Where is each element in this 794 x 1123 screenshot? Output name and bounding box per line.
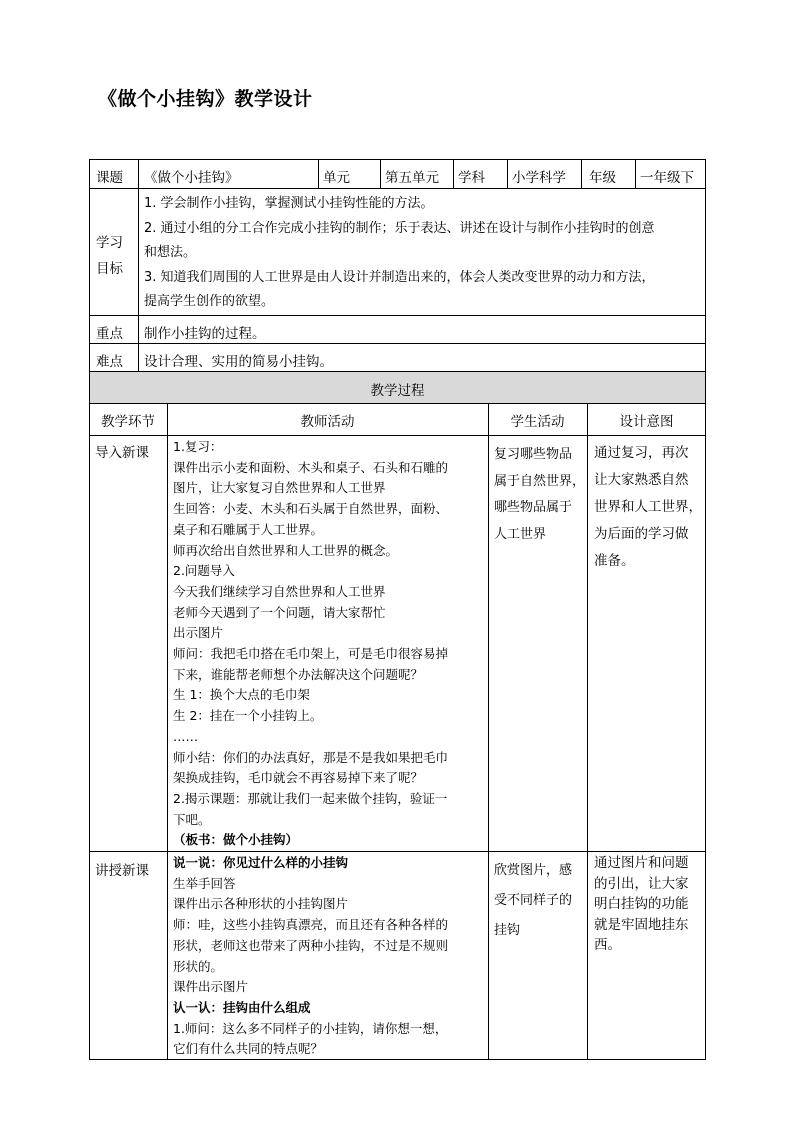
- col-header-intent: 设计意图: [619, 414, 674, 430]
- teacher-line: 课件出示各种形状的小挂钩图片: [173, 896, 349, 912]
- document-title: 《做个小挂钩》教学设计: [98, 88, 313, 110]
- teacher-line: 2.问题导入: [173, 563, 235, 579]
- teacher-line: 图片，让大家复习自然世界和人工世界: [173, 480, 386, 496]
- teacher-line: 课件出示小麦和面粉、木头和桌子、石头和石雕的: [173, 459, 449, 475]
- teacher-line: 生举手回答: [173, 875, 236, 891]
- teacher-activity-new-lesson: [173, 853, 448, 1060]
- student-line: 挂钩: [494, 923, 521, 938]
- teacher-line: 老师今天遇到了一个问题，请大家帮忙: [173, 604, 386, 620]
- teacher-line: 架换成挂钩，毛巾就会不再容易掉下来了呢？: [173, 770, 424, 786]
- intent-new-lesson: [594, 853, 689, 956]
- teacher-line: 说一说：你见过什么样的小挂钩: [173, 855, 349, 870]
- teacher-line: 它们有什么共同的特点呢？: [173, 1041, 324, 1057]
- teacher-line: 下吧。: [173, 811, 211, 827]
- student-line: 哪些物品属于: [494, 500, 573, 515]
- teacher-line: 认一认：挂钩由什么组成: [173, 999, 311, 1015]
- key-point-value: 制作小挂钩的过程。: [144, 326, 266, 342]
- student-activity-intro: [494, 442, 585, 548]
- intent-line: 让大家熟悉自然: [594, 472, 689, 488]
- goal-line: 3. 知道我们周围的人工世界是由人设计并制造出来的，体会人类改变世界的动力和方法，: [144, 269, 655, 285]
- col-header-teacher: 教师活动: [300, 414, 355, 430]
- goal-line: 2. 通过小组的分工合作完成小挂钩的制作；乐于表达、讲述在设计与制作小挂钩时的创意: [144, 220, 655, 236]
- grade-value: 一年级下: [640, 170, 694, 186]
- teacher-line: 出示图片: [173, 625, 224, 641]
- goal-line: 1. 学会制作小挂钩，掌握测试小挂钩性能的方法。: [144, 196, 434, 211]
- student-activity-new-lesson: [494, 856, 572, 946]
- stage-intro: 导入新课: [95, 445, 149, 461]
- process-header: 教学过程: [370, 383, 425, 399]
- col-header-stage: 教学环节: [101, 414, 155, 430]
- unit-label: 单元: [323, 170, 350, 186]
- goals-label-2: 目标: [96, 261, 123, 277]
- teacher-line: 生回答：小麦、木头和石头属于自然世界，面粉、: [173, 501, 449, 517]
- teacher-line: 生 1：换个大点的毛巾架: [173, 687, 310, 703]
- lesson-plan-table: [89, 159, 706, 1060]
- teacher-line: 下来，谁能帮老师想个办法解决这个问题呢？: [173, 666, 424, 682]
- student-line: 属于自然世界，: [494, 473, 586, 489]
- col-header-student: 学生活动: [510, 414, 565, 430]
- student-line: 受不同样子的: [494, 893, 573, 908]
- teacher-line: 师：哇，这些小挂钩真漂亮，而且还有各种各样的: [173, 917, 449, 933]
- intent-line: 准备。: [594, 553, 635, 569]
- intent-line: 就是牢固地挂东: [594, 916, 689, 933]
- teacher-line: 生 2：挂在一个小挂钩上。: [173, 708, 323, 724]
- intent-intro: [594, 440, 702, 575]
- intent-line: 通过图片和问题: [594, 855, 689, 871]
- teacher-line: 今天我们继续学习自然世界和人工世界: [173, 583, 386, 599]
- teacher-line: 课件出示图片: [173, 979, 249, 995]
- teacher-line: 1.复习：: [173, 439, 223, 454]
- teacher-line: 师问：我把毛巾搭在毛巾架上，可是毛巾很容易掉: [173, 646, 449, 662]
- student-line: 人工世界: [494, 526, 547, 542]
- intent-line: 为后面的学习做: [594, 526, 689, 542]
- intent-line: 的引出，让大家: [594, 875, 689, 892]
- teacher-line: 桌子和石雕属于人工世界。: [173, 521, 324, 537]
- teacher-line: 形状，老师这也带来了两种小挂钩，不过是不规则: [173, 937, 449, 953]
- teacher-line: 1.师问：这么多不同样子的小挂钩，请你想一想，: [173, 1020, 448, 1036]
- goal-line: 和想法。: [144, 245, 197, 260]
- teacher-line: 师再次给出自然世界和人工世界的概念。: [173, 542, 399, 558]
- unit-value: 第五单元: [385, 170, 439, 186]
- intent-line: 明白挂钩的功能: [594, 896, 689, 912]
- teacher-activity-intro: [173, 437, 448, 851]
- goals-text: [144, 192, 655, 315]
- course-label: 课题: [96, 170, 123, 186]
- teacher-line: （板书：做个小挂钩）: [173, 832, 299, 848]
- teacher-line: ……: [173, 728, 198, 744]
- subject-value: 小学科学: [512, 170, 566, 186]
- difficulty-value: 设计合理、实用的简易小挂钩。: [144, 354, 333, 370]
- intent-line: 世界和人工世界，: [594, 499, 702, 515]
- student-line: 欣赏图片，感: [494, 863, 573, 878]
- teacher-line: 2.揭示课题：那就让我们一起来做个挂钩，验证一: [173, 790, 448, 806]
- teacher-line: 师小结：你们的办法真好，那是不是我如果把毛巾: [173, 749, 449, 765]
- difficulty-label: 难点: [96, 354, 123, 370]
- goal-line: 提高学生创作的欲望。: [144, 294, 275, 309]
- course-value: 《做个小挂钩》: [144, 170, 239, 186]
- teacher-line: 形状的。: [173, 958, 224, 974]
- student-line: 复习哪些物品: [494, 447, 573, 462]
- intent-line: 西。: [594, 937, 621, 953]
- stage-new-lesson: 讲授新课: [95, 863, 149, 879]
- intent-line: 通过复习，再次: [594, 445, 689, 461]
- key-point-label: 重点: [96, 326, 123, 342]
- subject-label: 学科: [458, 170, 485, 186]
- grade-label: 年级: [589, 170, 616, 186]
- goals-label-1: 学习: [96, 235, 123, 251]
